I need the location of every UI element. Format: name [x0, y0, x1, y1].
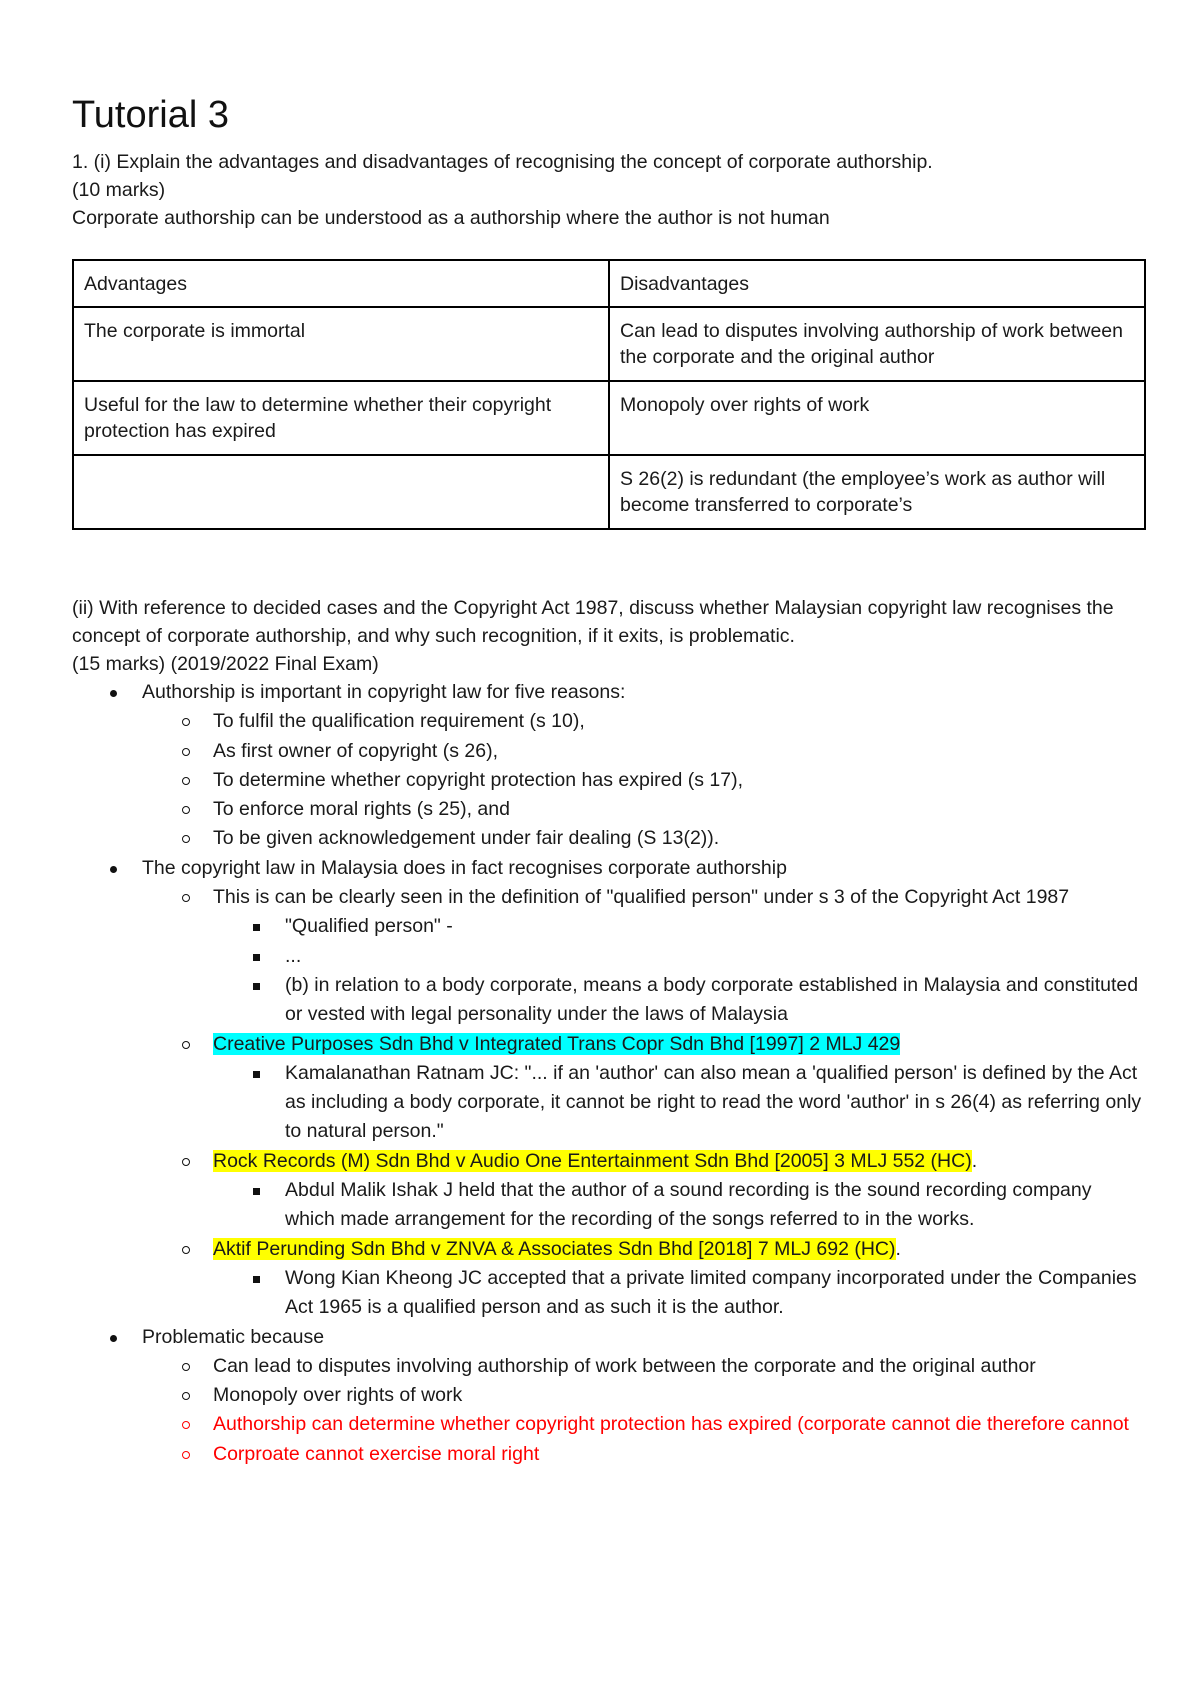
list-item-text: Authorship can determine whether copyright protection has expired (corporate cannot die therefore cannot — [213, 1413, 1129, 1436]
period-text: . — [971, 1149, 978, 1172]
list-item — [141, 707, 1144, 736]
document-content — [72, 92, 1144, 1469]
question-2-prompt: (ii) With reference to decided cases and the Copyright Act 1987, discuss whether Malaysian copyright law recognises the concept of corporate authorship, and why such recognition, if it exits, is problematic. — [72, 597, 1114, 647]
list-item-text: To be given acknowledgement under fair dealing (S 13(2)). — [213, 827, 720, 850]
table-header-row — [73, 260, 1145, 307]
list-item — [213, 942, 1144, 971]
list-item — [72, 854, 1144, 1323]
list-item — [141, 1410, 1144, 1439]
list-item — [72, 678, 1144, 854]
square-bullet-icon — [253, 924, 260, 931]
table-row — [73, 307, 1145, 381]
circle-bullet-icon — [182, 1421, 190, 1429]
table-cell — [73, 455, 609, 529]
list-item — [213, 1176, 1144, 1235]
case-citation-rock-records: Rock Records (M) Sdn Bhd v Audio One Entertainment Sdn Bhd [2005] 3 MLJ 552 (HC) — [213, 1149, 972, 1172]
question-1-intro: Corporate authorship can be understood as a authorship where the author is not human — [72, 207, 830, 229]
list-item-text: Problematic because — [142, 1325, 325, 1348]
list-item — [213, 971, 1144, 1030]
list-item — [141, 795, 1144, 824]
table-cell: Useful for the law to determine whether their copyright protection has expired — [73, 381, 609, 455]
bullet-icon — [110, 690, 117, 697]
bullet-icon — [110, 866, 117, 873]
square-bullet-icon — [253, 954, 260, 961]
circle-bullet-icon — [182, 718, 190, 726]
circle-bullet-icon — [182, 1392, 190, 1400]
bullet-icon — [110, 1335, 117, 1342]
circle-bullet-icon — [182, 835, 190, 843]
list-item — [72, 1323, 1144, 1469]
list-item — [213, 912, 1144, 941]
list-item-text: Kamalanathan Ratnam JC: "... if an 'author' can also mean a 'qualified person' is defined by the Act as including a body corporate, it cannot be right to read the word 'author' in s 26(4) as referring only to natural person." — [285, 1061, 1142, 1143]
list-item — [141, 883, 1144, 1029]
question-1-marks: (10 marks) — [72, 179, 166, 201]
question-2-section — [72, 594, 1144, 1469]
list-item-text: To enforce moral rights (s 25), and — [213, 798, 510, 821]
table-cell: S 26(2) is redundant (the employee’s work as author will become transferred to corporate’s — [609, 455, 1145, 529]
circle-bullet-icon — [182, 748, 190, 756]
circle-bullet-icon — [182, 1158, 190, 1166]
list-item-text: To determine whether copyright protection has expired (s 17), — [213, 768, 744, 791]
period-text: . — [895, 1237, 901, 1260]
table-cell: The corporate is immortal — [73, 307, 609, 381]
square-bullet-icon — [253, 983, 260, 990]
list-item — [141, 1352, 1144, 1381]
list-item-text: "Qualified person" - — [285, 915, 453, 938]
table-cell: Monopoly over rights of work — [609, 381, 1145, 455]
list-item-text: ... — [285, 944, 302, 967]
list-item-text: Authorship is important in copyright law for five reasons: — [142, 681, 626, 703]
list-item — [141, 1147, 1144, 1235]
list-item — [141, 1030, 1144, 1147]
sub-sub-list — [213, 1059, 1144, 1147]
table-row — [73, 381, 1145, 455]
table-header-cell: Advantages — [73, 260, 609, 307]
list-item-text: To fulfil the qualification requirement (s 10), — [213, 710, 585, 733]
table-header-cell: Disadvantages — [609, 260, 1145, 307]
list-item — [141, 737, 1144, 766]
sub-sub-list — [213, 1264, 1144, 1323]
list-item — [141, 1381, 1144, 1410]
circle-bullet-icon — [182, 777, 190, 785]
list-item — [141, 1235, 1144, 1323]
sub-list — [72, 883, 1144, 1322]
list-item-text: As first owner of copyright (s 26), — [213, 739, 499, 762]
table-row — [73, 455, 1145, 529]
square-bullet-icon — [253, 1071, 260, 1078]
circle-bullet-icon — [182, 1451, 190, 1459]
case-citation-creative-purposes: Creative Purposes Sdn Bhd v Integrated Trans Copr Sdn Bhd [1997] 2 MLJ 429 — [213, 1032, 901, 1055]
question-1-prompt: 1. (i) Explain the advantages and disadvantages of recognising the concept of corporate authorship. — [72, 151, 933, 173]
sub-sub-list — [213, 1176, 1144, 1235]
list-item — [213, 1059, 1144, 1147]
page-title: Tutorial 3 — [72, 94, 229, 136]
list-item — [213, 1264, 1144, 1323]
table-cell: Can lead to disputes involving authorship of work between the corporate and the original author — [609, 307, 1145, 381]
notes-list — [72, 678, 1144, 1469]
list-item-text: Abdul Malik Ishak J held that the author of a sound recording is the sound recording company which made arrangement for the recording of the songs referred to in the works. — [285, 1179, 1092, 1231]
list-item — [141, 824, 1144, 853]
sub-list — [72, 707, 1144, 853]
circle-bullet-icon — [182, 894, 190, 902]
list-item-text: Can lead to disputes involving authorship of work between the corporate and the original author — [213, 1354, 1036, 1377]
advantages-disadvantages-table — [72, 259, 1146, 530]
case-citation-aktif-perunding: Aktif Perunding Sdn Bhd v ZNVA & Associates Sdn Bhd [2018] 7 MLJ 692 (HC) — [213, 1237, 896, 1260]
sub-sub-list — [213, 912, 1144, 1029]
circle-bullet-icon — [182, 1363, 190, 1371]
circle-bullet-icon — [182, 1246, 190, 1254]
list-item — [141, 766, 1144, 795]
list-item — [141, 1440, 1144, 1469]
sub-list — [72, 1352, 1144, 1469]
circle-bullet-icon — [182, 806, 190, 814]
list-item-text: Corproate cannot exercise moral right — [213, 1442, 540, 1465]
list-item-text: Monopoly over rights of work — [213, 1384, 463, 1407]
list-item-text: Wong Kian Kheong JC accepted that a private limited company incorporated under the Companies Act 1965 is a qualified person and as such it is the author. — [285, 1266, 1137, 1319]
circle-bullet-icon — [182, 1041, 190, 1049]
question-2-marks: (15 marks) (2019/2022 Final Exam) — [72, 653, 379, 675]
list-item-text: (b) in relation to a body corporate, means a body corporate established in Malaysia and constituted or vested with legal personality under the laws of Malaysia — [285, 973, 1139, 1026]
square-bullet-icon — [253, 1276, 260, 1283]
list-item-text: The copyright law in Malaysia does in fact recognises corporate authorship — [142, 856, 787, 879]
list-item-text: This is can be clearly seen in the definition of "qualified person" under s 3 of the Copyright Act 1987 — [213, 886, 1070, 909]
square-bullet-icon — [253, 1188, 260, 1195]
